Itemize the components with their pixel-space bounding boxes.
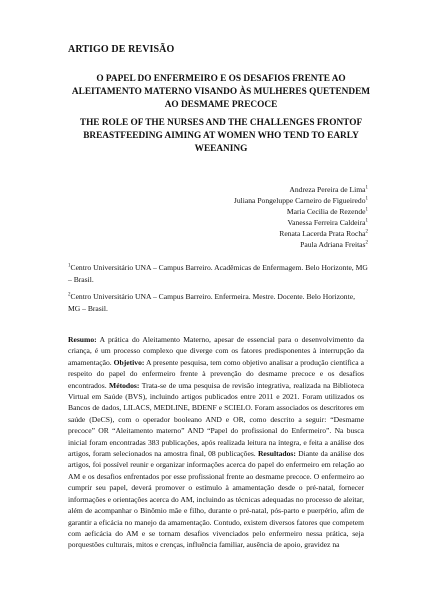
author-affil-marker: 1 (365, 185, 368, 191)
resumo-label: Resumo: (68, 335, 97, 344)
author-entry (234, 228, 368, 239)
affiliation-1 (68, 262, 368, 286)
author-affil-marker: 1 (365, 207, 368, 213)
abstract-body (68, 334, 364, 551)
author-name: Renata Lacerda Prata Rocha (279, 229, 366, 238)
author-entry (234, 195, 368, 206)
author-affil-marker: 2 (365, 240, 368, 246)
author-affil-marker: 1 (365, 218, 368, 224)
affiliation-2 (68, 291, 368, 315)
affiliation-marker: 1 (68, 263, 71, 269)
affiliation-text: Centro Universitário UNA – Campus Barreiro. Acadêmicas de Enfermagem. Belo Horizonte, MG – Brasil. (68, 263, 368, 284)
author-name: Paula Adriana Freitas (300, 240, 366, 249)
objetivo-text: A presente pesquisa, tem como objetivo analisar a produção científica a respeito do papel do enfermeiro frente à prevenção do desmame precoce e os desafios encontrados. (68, 357, 364, 390)
resumo-text: A prática do Aleitamento Materno, apesar de essencial para o desenvolvimento da criança, é um processo complexo que diverge com os fatores predisponentes à interrupção da amamentação. (68, 335, 364, 367)
title-english: THE ROLE OF THE NURSES AND THE CHALLENGES FRONTOF BREASTFEEDING AIMING AT WOMEN WHO TEND TO EARLY WEEANING (79, 118, 363, 154)
section-label: ARTIGO DE REVISÃO (68, 44, 175, 55)
author-entry (234, 239, 368, 250)
author-entry (234, 184, 368, 195)
metodos-label: Métodos: (109, 380, 140, 390)
author-name: Vanessa Ferreira Caldeira (287, 218, 366, 227)
author-entry (234, 206, 368, 217)
affiliation-text: Centro Universitário UNA – Campus Barreiro. Enfermeira. Mestre. Docente. Belo Horizonte, MG – Brasil. (68, 292, 355, 313)
metodos-text: Trata-se de uma pesquisa de revisão integrativa, realizada na Biblioteca Virtual em Saúde (BVS), incluindo artigos publicados entre 2011 e 2021. Foram utilizados os Bancos de dados, LILACS, MEDLINE, BDENF e SCIELO. Foram associados os descritores em saúde (DeCS), com o operador booleano AND e OR, como descrito a seguir: “Desmame precoce” OR “Aleitamento materno” AND “Papel do profissional do Enfermeiro”. Na busca inicial foram encontradas 383 publicações, após realizada leitura na íntegra, e feita a análise dos artigos, foram selecionados na amostra final, 08 publicações. (68, 380, 364, 459)
resultados-text: Diante da análise dos artigos, foi possível reunir e organizar informações acerca do papel do enfermeiro em relação ao AM e os desafios enfrentados por esse profissional frente ao desmame precoce. O enfermeiro ao cumprir seu papel, deverá promover o estímulo à amamentação desde o pré-natal, fornecer informações e orientações acerca do AM, incluindo as técnicas adequadas no processo de aleitar, além de acompanhar o Binômio mãe e filho, durante o pré-natal, pós-parto e puerpério, afim de garantir a eficácia no manejo da amamentação. Contudo, existem diversos fatores que competem com aeficácia do AM e se tornam desafios vivenciados pelo enfermeiro nessa prática, seja porquestões culturais, mitos e crenças, influência familiar, ausência de apoio, gravidez na (68, 449, 364, 550)
objetivo-label: Objetivo: (113, 357, 145, 367)
author-name: Maria Cecilia de Rezende (286, 207, 366, 216)
affiliation-marker: 2 (68, 292, 71, 298)
author-list (234, 184, 368, 250)
author-affil-marker: 1 (365, 196, 368, 202)
resultados-label: Resultados: (257, 449, 296, 459)
author-name: Juliana Pongeluppe Carneiro de Figueiredo (233, 196, 366, 205)
title-portuguese: O PAPEL DO ENFERMEIRO E OS DESAFIOS FRENTE AO ALEITAMENTO MATERNO VISANDO ÀS MULHERES QUETENDEM AO DESMAME PRECOCE (71, 74, 371, 110)
author-affil-marker: 2 (365, 229, 368, 235)
author-entry (234, 217, 368, 228)
author-name: Andreza Pereira de Lima (289, 185, 366, 194)
